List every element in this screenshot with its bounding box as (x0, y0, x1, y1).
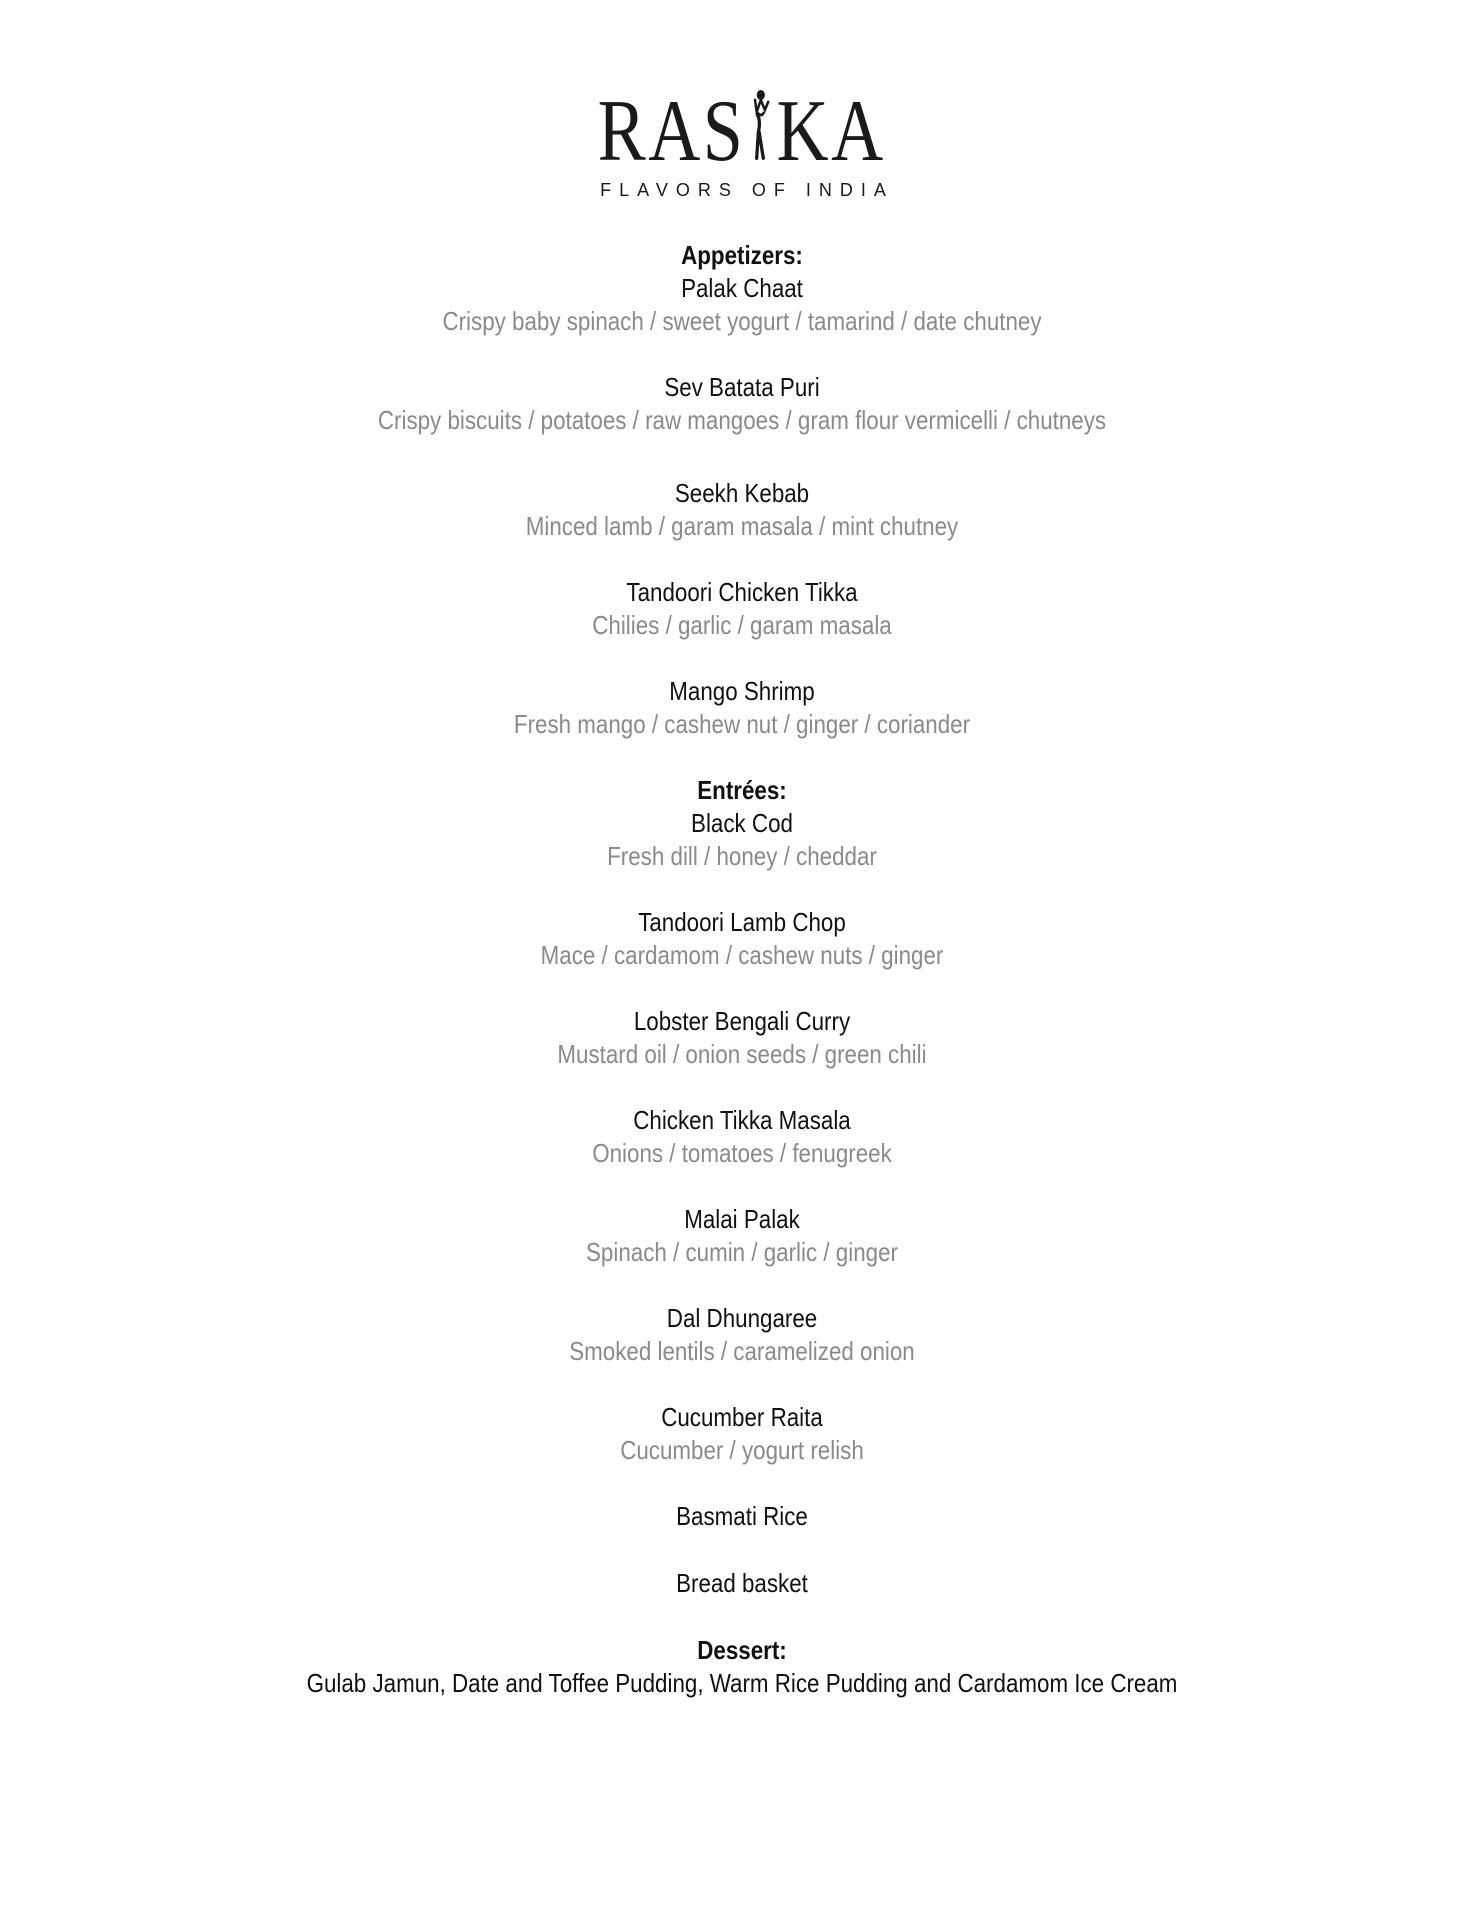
dish-name: Mango Shrimp (669, 676, 815, 706)
dish-name: Black Cod (691, 808, 793, 838)
dish-name: Bread basket (676, 1568, 808, 1598)
dish-item (0, 272, 1484, 338)
logo-letters-ras: RAS (597, 83, 746, 180)
dish-name: Seekh Kebab (674, 478, 810, 508)
dish-item (0, 576, 1484, 642)
dish-name: Palak Chaat (681, 273, 803, 303)
dish-item (0, 807, 1484, 873)
dish-description: Cucumber / yogurt relish (620, 1435, 864, 1465)
section-title-appetizers: Appetizers: (681, 240, 803, 270)
dish-item (0, 1104, 1484, 1170)
dish-name: Sev Batata Puri (664, 372, 820, 402)
dancer-figure-icon (747, 88, 775, 160)
dish-item (0, 675, 1484, 741)
dish-item (0, 1401, 1484, 1467)
dish-description: Onions / tomatoes / fenugreek (592, 1138, 892, 1168)
dish-description: Smoked lentils / caramelized onion (569, 1336, 915, 1366)
dish-item (0, 371, 1484, 437)
dish-description: Mustard oil / onion seeds / green chili (557, 1039, 927, 1069)
dish-name: Chicken Tikka Masala (633, 1105, 851, 1135)
dish-item (0, 1203, 1484, 1269)
dessert-description: Gulab Jamun, Date and Toffee Pudding, Warm Rice Pudding and Cardamom Ice Cream (306, 1668, 1178, 1698)
dish-item (0, 906, 1484, 972)
dish-description: Crispy baby spinach / sweet yogurt / tamarind / date chutney (442, 306, 1042, 336)
dish-description: Chilies / garlic / garam masala (592, 610, 892, 640)
dish-item (0, 1567, 1484, 1600)
dish-item (0, 1500, 1484, 1533)
dish-description: Fresh dill / honey / cheddar (607, 841, 877, 871)
menu (0, 239, 1484, 1700)
dish-description: Fresh mango / cashew nut / ginger / coriander (513, 709, 971, 739)
section-title-dessert: Dessert: (697, 1635, 787, 1665)
dish-name: Cucumber Raita (661, 1402, 823, 1432)
dish-name: Tandoori Lamb Chop (638, 907, 846, 937)
dish-item (0, 1302, 1484, 1368)
dish-description: Mace / cardamom / cashew nuts / ginger (540, 940, 944, 970)
dish-item (0, 1005, 1484, 1071)
dish-name: Malai Palak (684, 1204, 800, 1234)
dish-name: Lobster Bengali Curry (633, 1006, 851, 1036)
section-title-entrees: Entrées: (697, 775, 787, 805)
logo-wordmark (597, 83, 887, 180)
dish-description: Spinach / cumin / garlic / ginger (586, 1237, 898, 1267)
dish-description: Crispy biscuits / potatoes / raw mangoes / gram flour vermicelli / chutneys (377, 405, 1107, 435)
logo-tagline: FLAVORS OF INDIA (600, 180, 894, 200)
dish-name: Dal Dhungaree (666, 1303, 818, 1333)
dish-name: Tandoori Chicken Tikka (626, 577, 858, 607)
restaurant-logo (0, 83, 1484, 201)
dish-item (0, 477, 1484, 543)
logo-letters-ka: KA (776, 83, 887, 180)
dish-name: Basmati Rice (676, 1501, 808, 1531)
dish-description: Minced lamb / garam masala / mint chutney (525, 511, 959, 541)
